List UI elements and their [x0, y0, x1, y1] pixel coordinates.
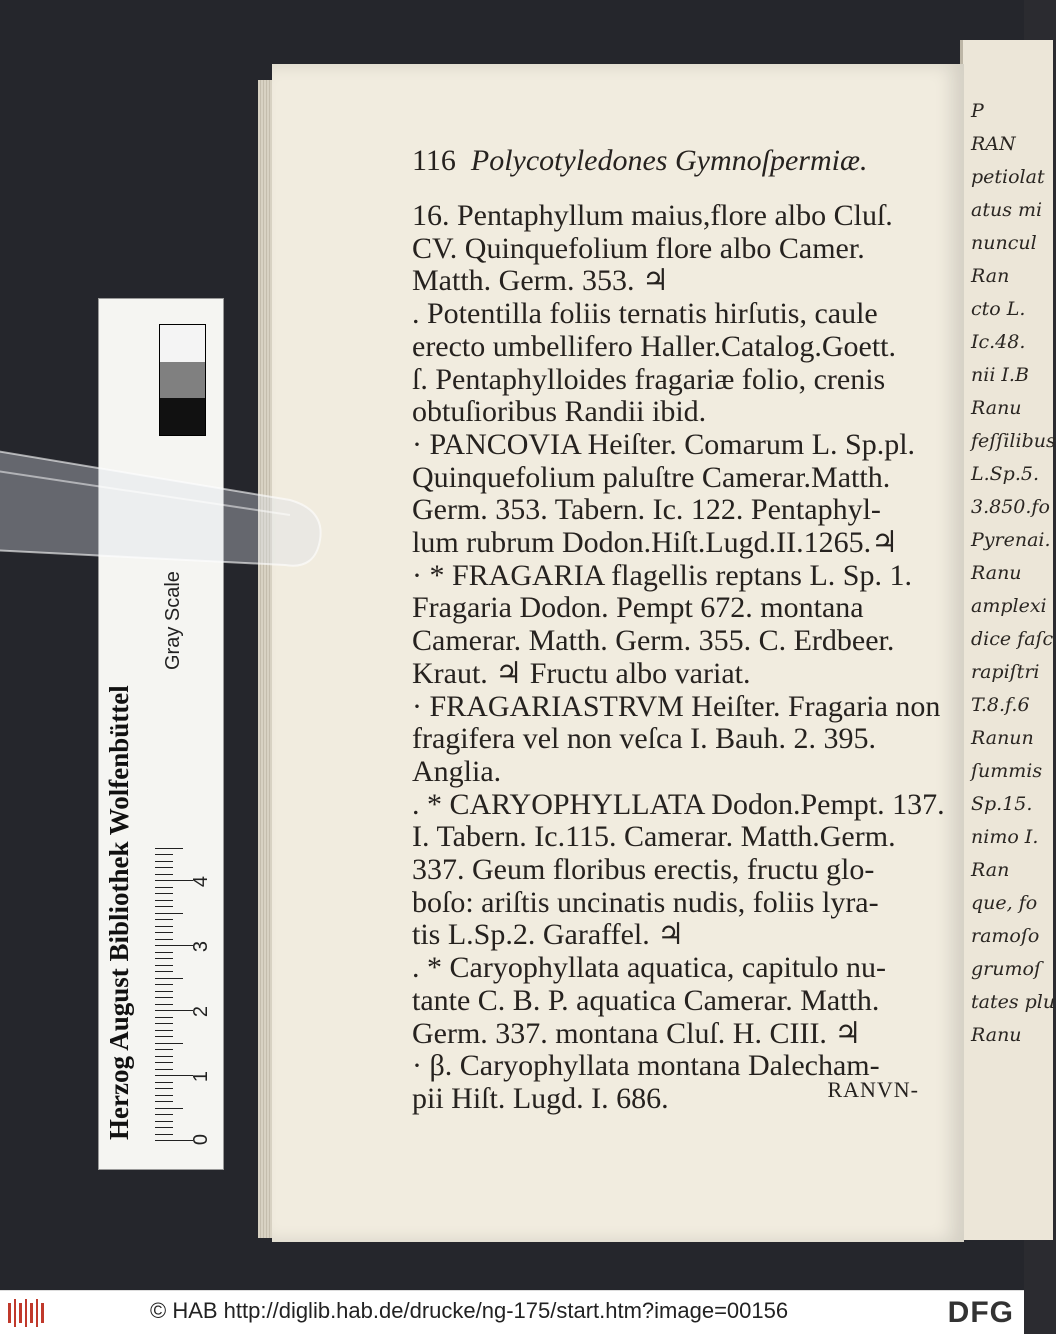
- text-line: ſ. Pentaphylloides fragariæ folio, crenis: [412, 362, 886, 396]
- ruler-number: 4: [190, 875, 213, 888]
- text-line: Quinquefolium paluſtre Camerar.Matth.: [412, 460, 891, 494]
- facing-text-line: dice faſc: [971, 628, 1054, 650]
- running-title: Polycotyledones Gymnoſpermiæ.: [470, 144, 868, 177]
- text-line: pii Hiſt. Lugd. I. 686.: [412, 1081, 669, 1115]
- facing-text-line: atus mi: [971, 199, 1043, 221]
- facing-text-line: Sp.15.: [971, 793, 1033, 815]
- text-line: . Potentilla foliis ternatis hirſutis, caule: [412, 297, 878, 331]
- facing-text-line: rapiſtri: [971, 661, 1040, 683]
- ruler-number: 3: [190, 940, 213, 953]
- facing-text-line: RAN: [971, 133, 1016, 155]
- text-line: . * Caryophyllata aquatica, capitulo nu-: [412, 951, 887, 985]
- text-line: · FRAGARIASTRVM Heiſter. Fragaria non: [412, 689, 941, 723]
- text-line: Germ. 353. Tabern. Ic. 122. Pentaphyl-: [412, 493, 881, 527]
- text-line: tis L.Sp.2. Garaffel. ♃: [412, 918, 685, 952]
- running-head: [412, 144, 922, 178]
- facing-text-line: nii I.B: [971, 364, 1029, 386]
- facing-text-line: Ranun: [971, 727, 1034, 749]
- text-line: boſo: ariſtis uncinatis nudis, foliis lyra-: [412, 885, 879, 919]
- text-line: I. Tabern. Ic.115. Camerar. Matth.Germ.: [412, 820, 896, 854]
- text-line: Fragaria Dodon. Pempt 672. montana: [412, 591, 864, 625]
- text-line: Kraut. ♃ Fructu albo variat.: [412, 656, 751, 690]
- facing-text-line: 3.850.fo: [971, 496, 1050, 518]
- facing-text-line: petiolat: [971, 166, 1045, 188]
- facing-text-line: P: [971, 100, 984, 122]
- facing-text-line: Ran: [971, 265, 1010, 287]
- facing-text-line: nimo I.: [971, 826, 1039, 848]
- facing-text-line: que, fo: [971, 892, 1038, 914]
- facing-text-line: Ranu: [971, 1024, 1022, 1046]
- text-line: obtuſioribus Randii ibid.: [412, 395, 707, 429]
- text-line: Germ. 337. montana Cluſ. H. CIII. ♃: [412, 1016, 862, 1050]
- copyright-url[interactable]: © HAB http://diglib.hab.de/drucke/ng-175/start.htm?image=00156: [150, 1298, 789, 1323]
- facing-text-line: ramoſo: [971, 925, 1040, 947]
- text-line: Anglia.: [412, 754, 502, 788]
- text-line: · PANCOVIA Heiſter. Comarum L. Sp.pl.: [412, 427, 916, 461]
- facing-text-line: feſſilibus: [971, 430, 1056, 452]
- barcode-icon: [8, 1299, 48, 1327]
- gray-swatch: [159, 324, 206, 436]
- text-line: erecto umbellifero Haller.Catalog.Goett.: [412, 329, 896, 363]
- text-line: · * FRAGARIA flagellis reptans L. Sp. 1.: [412, 558, 912, 592]
- gray-scale-label: Gray Scale: [162, 571, 184, 670]
- facing-text-line: cto L.: [971, 298, 1026, 320]
- facing-text-line: Ic.48.: [971, 331, 1026, 353]
- facing-text-line: ſummis: [971, 760, 1043, 782]
- facing-text-line: Pyrenai.: [971, 529, 1051, 551]
- footer-bar: [0, 1290, 1024, 1334]
- facing-text-line: Ranu: [971, 397, 1022, 419]
- facing-page: [960, 40, 1056, 1240]
- ruler-number: 2: [190, 1005, 213, 1018]
- facing-text-line: L.Sp.5.: [971, 463, 1040, 485]
- facing-text-line: T.8.f.6: [971, 694, 1030, 716]
- book-page: [272, 64, 964, 1242]
- facing-text-line: Ran: [971, 859, 1010, 881]
- text-line: fragifera vel non veſca I. Bauh. 2. 395.: [412, 722, 876, 756]
- facing-text-line: tates plu: [971, 991, 1056, 1013]
- text-line: · β. Caryophyllata montana Dalecham-: [412, 1049, 880, 1083]
- ruler-number: 1: [190, 1070, 213, 1083]
- catchword: RANVN-: [827, 1077, 919, 1102]
- text-line: CV. Quinquefolium flore albo Camer.: [412, 231, 865, 265]
- page-holder-pointer: [0, 440, 335, 590]
- text-line: . * CARYOPHYLLATA Dodon.Pempt. 137.: [412, 787, 945, 821]
- text-line: Matth. Germ. 353. ♃: [412, 264, 669, 298]
- text-line: lum rubrum Dodon.Hiſt.Lugd.II.1265.♃: [412, 526, 899, 559]
- text-line: 337. Geum floribus erectis, fructu glo-: [412, 853, 875, 886]
- text-line: tante C. B. P. aquatica Camerar. Matth.: [412, 983, 880, 1017]
- text-line: Camerar. Matth. Germ. 355. C. Erdbeer.: [412, 624, 895, 658]
- facing-text-line: grumoſ: [971, 958, 1041, 980]
- text-line: 16. Pentaphyllum maius,flore albo Cluſ.: [412, 199, 893, 232]
- dfg-logo: DFG: [947, 1296, 1014, 1329]
- ruler-title: Herzog August Bibliothek Wolfenbüttel: [104, 685, 134, 1140]
- ruler-number: 0: [190, 1133, 213, 1146]
- facing-text-line: amplexi: [971, 595, 1047, 617]
- page-number: 116: [412, 144, 456, 177]
- facing-text-line: Ranu: [971, 562, 1022, 584]
- facing-text-line: nuncul: [971, 232, 1037, 254]
